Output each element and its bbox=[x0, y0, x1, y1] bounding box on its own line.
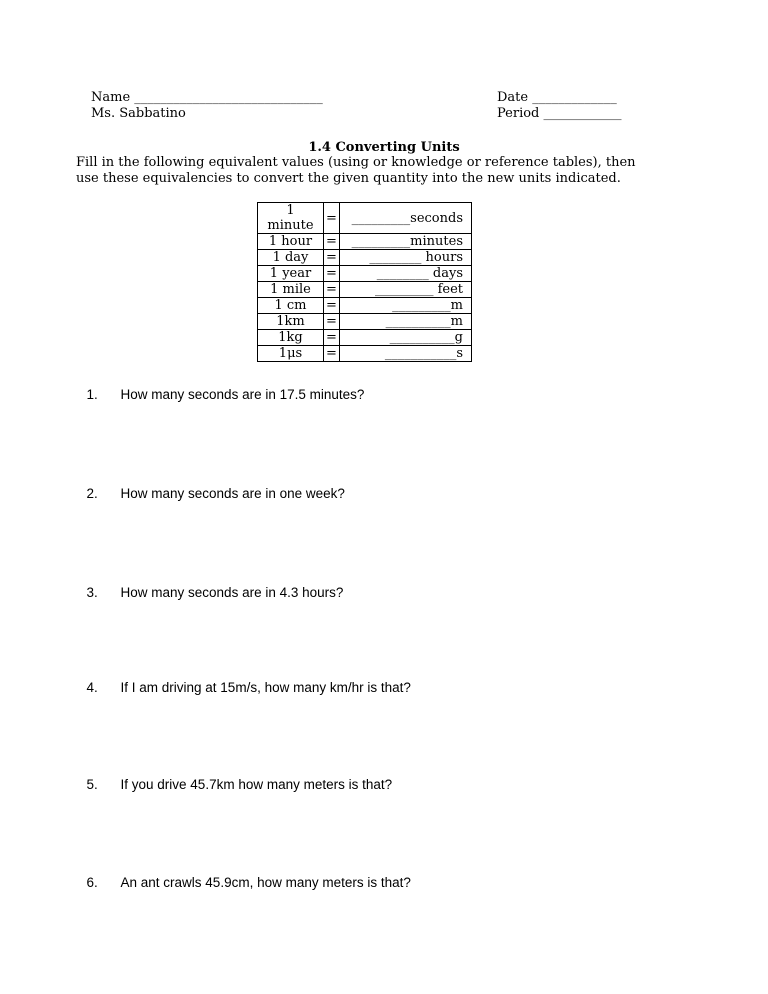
question-text: How many seconds are in one week? bbox=[120, 486, 345, 501]
equals-cell: = bbox=[324, 314, 340, 330]
page-title: 1.4 Converting Units bbox=[308, 140, 460, 155]
table-row bbox=[258, 282, 472, 298]
question-number: 3. bbox=[86, 585, 98, 600]
unit-cell: 1 cm bbox=[258, 298, 324, 314]
period-line: Period ____________ bbox=[497, 106, 622, 121]
blank-cell: ________ days bbox=[340, 266, 472, 282]
question-text: If you drive 45.7km how many meters is that? bbox=[120, 777, 393, 792]
unit-cell: 1 hour bbox=[258, 234, 324, 250]
question-text: How many seconds are in 4.3 hours? bbox=[120, 585, 344, 600]
table-row bbox=[258, 330, 472, 346]
blank-cell: ___________s bbox=[340, 346, 472, 362]
table-row bbox=[258, 266, 472, 282]
equals-cell: = bbox=[324, 266, 340, 282]
question-5 bbox=[79, 762, 392, 792]
blank-cell: __________m bbox=[340, 314, 472, 330]
question-2 bbox=[79, 471, 345, 501]
question-text: An ant crawls 45.9cm, how many meters is that? bbox=[120, 875, 411, 890]
unit-cell: 1μs bbox=[258, 346, 324, 362]
table-row bbox=[258, 298, 472, 314]
question-4 bbox=[79, 665, 411, 695]
date-line: Date _____________ bbox=[497, 90, 617, 105]
unit-cell: 1 minute bbox=[258, 203, 324, 234]
table-row bbox=[258, 346, 472, 362]
equals-cell: = bbox=[324, 330, 340, 346]
unit-cell: 1kg bbox=[258, 330, 324, 346]
blank-cell: _________seconds bbox=[340, 203, 472, 234]
equals-cell: = bbox=[324, 298, 340, 314]
equals-cell: = bbox=[324, 282, 340, 298]
blank-cell: _________minutes bbox=[340, 234, 472, 250]
equals-cell: = bbox=[324, 203, 340, 234]
question-text: How many seconds are in 17.5 minutes? bbox=[120, 387, 365, 402]
unit-cell: 1 day bbox=[258, 250, 324, 266]
question-3 bbox=[79, 570, 343, 600]
unit-cell: 1km bbox=[258, 314, 324, 330]
instructions-line-2: use these equivalencies to convert the given quantity into the new units indicated. bbox=[76, 171, 621, 186]
blank-cell: _________ feet bbox=[340, 282, 472, 298]
equals-cell: = bbox=[324, 234, 340, 250]
teacher-name: Ms. Sabbatino bbox=[91, 106, 186, 121]
equals-cell: = bbox=[324, 250, 340, 266]
unit-cell: 1 mile bbox=[258, 282, 324, 298]
question-number: 2. bbox=[86, 486, 98, 501]
name-line: Name _____________________________ bbox=[91, 90, 323, 105]
instructions-line-1: Fill in the following equivalent values (using or knowledge or reference tables), then bbox=[76, 155, 636, 170]
equals-cell: = bbox=[324, 346, 340, 362]
question-number: 4. bbox=[86, 680, 98, 695]
question-text: If I am driving at 15m/s, how many km/hr is that? bbox=[120, 680, 411, 695]
question-number: 1. bbox=[86, 387, 98, 402]
equivalence-table bbox=[257, 202, 472, 362]
question-number: 5. bbox=[86, 777, 98, 792]
question-1 bbox=[79, 372, 364, 402]
table-row bbox=[258, 250, 472, 266]
question-number: 6. bbox=[86, 875, 98, 890]
table-row bbox=[258, 203, 472, 234]
blank-cell: ________ hours bbox=[340, 250, 472, 266]
blank-cell: __________g bbox=[340, 330, 472, 346]
question-6 bbox=[79, 860, 411, 890]
table-row bbox=[258, 314, 472, 330]
table-row bbox=[258, 234, 472, 250]
blank-cell: _________m bbox=[340, 298, 472, 314]
unit-cell: 1 year bbox=[258, 266, 324, 282]
